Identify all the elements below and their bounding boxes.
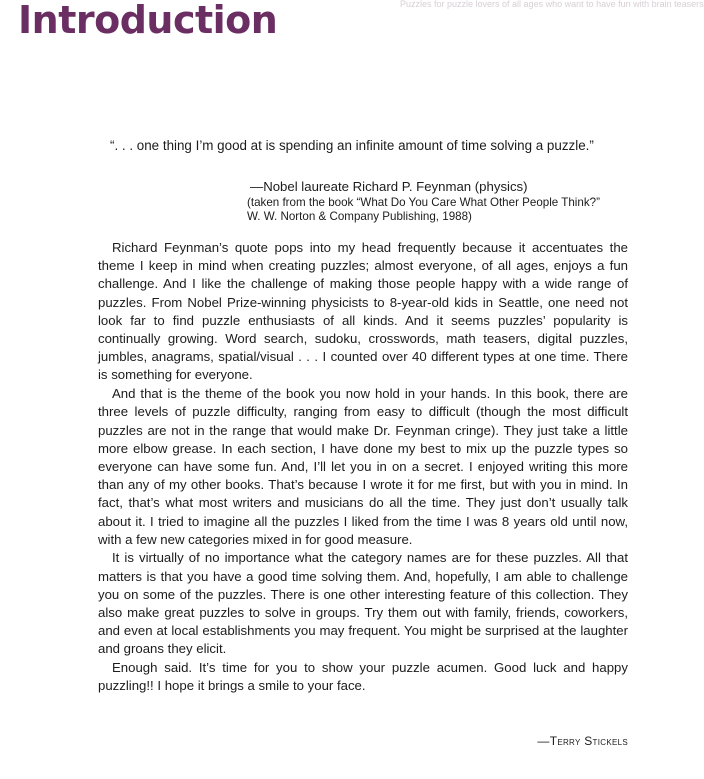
epigraph-source-line-1: (taken from the book “What Do You Care What Other People Think?” <box>247 196 600 209</box>
body-paragraph-1: Richard Feynman’s quote pops into my head frequently because it accentuates the theme I keep in mind when creating puzzles; almost everyone, of all ages, enjoys a fun challenge. And I like the challenge of making those people happy with a wide range of puzzles. From Nobel Prize-winning physicists to 8-year-old kids in Seattle, one need not look far to find puzzle enthusiasts of all kinds. And it seems puzzles’ popularity is continually growing. Word search, sudoku, crosswords, math teasers, digital puzzles, jumbles, anagrams, spatial/visual . . . I counted over 40 different types at one time. There is something for everyone. <box>98 240 628 383</box>
body-paragraph-3: It is virtually of no importance what the category names are for these puzzles. All that matters is that you have a good time solving them. And, hopefully, I am able to challenge you on some of the puzzles. There is one other interesting feature of this collection. They also make great puzzles to solve in groups. Try them out with family, friends, coworkers, and even at local establishments you may frequent. You might be surprised at the laughter and groans they elicit. <box>98 550 628 657</box>
body-paragraph-2: And that is the theme of the book you now hold in your hands. In this book, there are three levels of puzzle difficulty, ranging from easy to difficult (though the most difficult puzzles are not in the range that would make Dr. Feynman cringe). They just take a little more elbow grease. In each section, I have done my best to mix up the puzzle types so everyone can have some fun. And, I’ll let you in on a secret. I enjoyed writing this more than any of my other books. That’s because I wrote it for me first, but with you in mind. In fact, that’s what most writers and musicians do all the time. They just don’t usually talk about it. I tried to imagine all the puzzles I liked from the time I was 8 years old until now, with a few new categories mixed in for good measure. <box>98 386 628 547</box>
body-paragraph-4: Enough said. It’s time for you to show your puzzle acumen. Good luck and happy puzzling!! I hope it brings a smile to your face. <box>98 660 628 694</box>
author-signature <box>537 734 628 748</box>
epigraph-source <box>247 196 642 224</box>
epigraph-attribution: —Nobel laureate Richard P. Feynman (physics) <box>250 179 528 194</box>
epigraph-source-line-2: W. W. Norton & Company Publishing, 1988) <box>247 210 472 223</box>
introduction-body <box>98 239 628 696</box>
bleed-through-header: Puzzles for puzzle lovers of all ages who want to have fun with brain teasers <box>400 0 704 9</box>
author-name: Terry Stickels <box>549 734 628 748</box>
signature-dash: — <box>537 734 550 748</box>
page-title: Introduction <box>18 0 278 42</box>
epigraph-quote: “. . . one thing I’m good at is spending an infinite amount of time solving a puzzle.” <box>110 138 594 153</box>
